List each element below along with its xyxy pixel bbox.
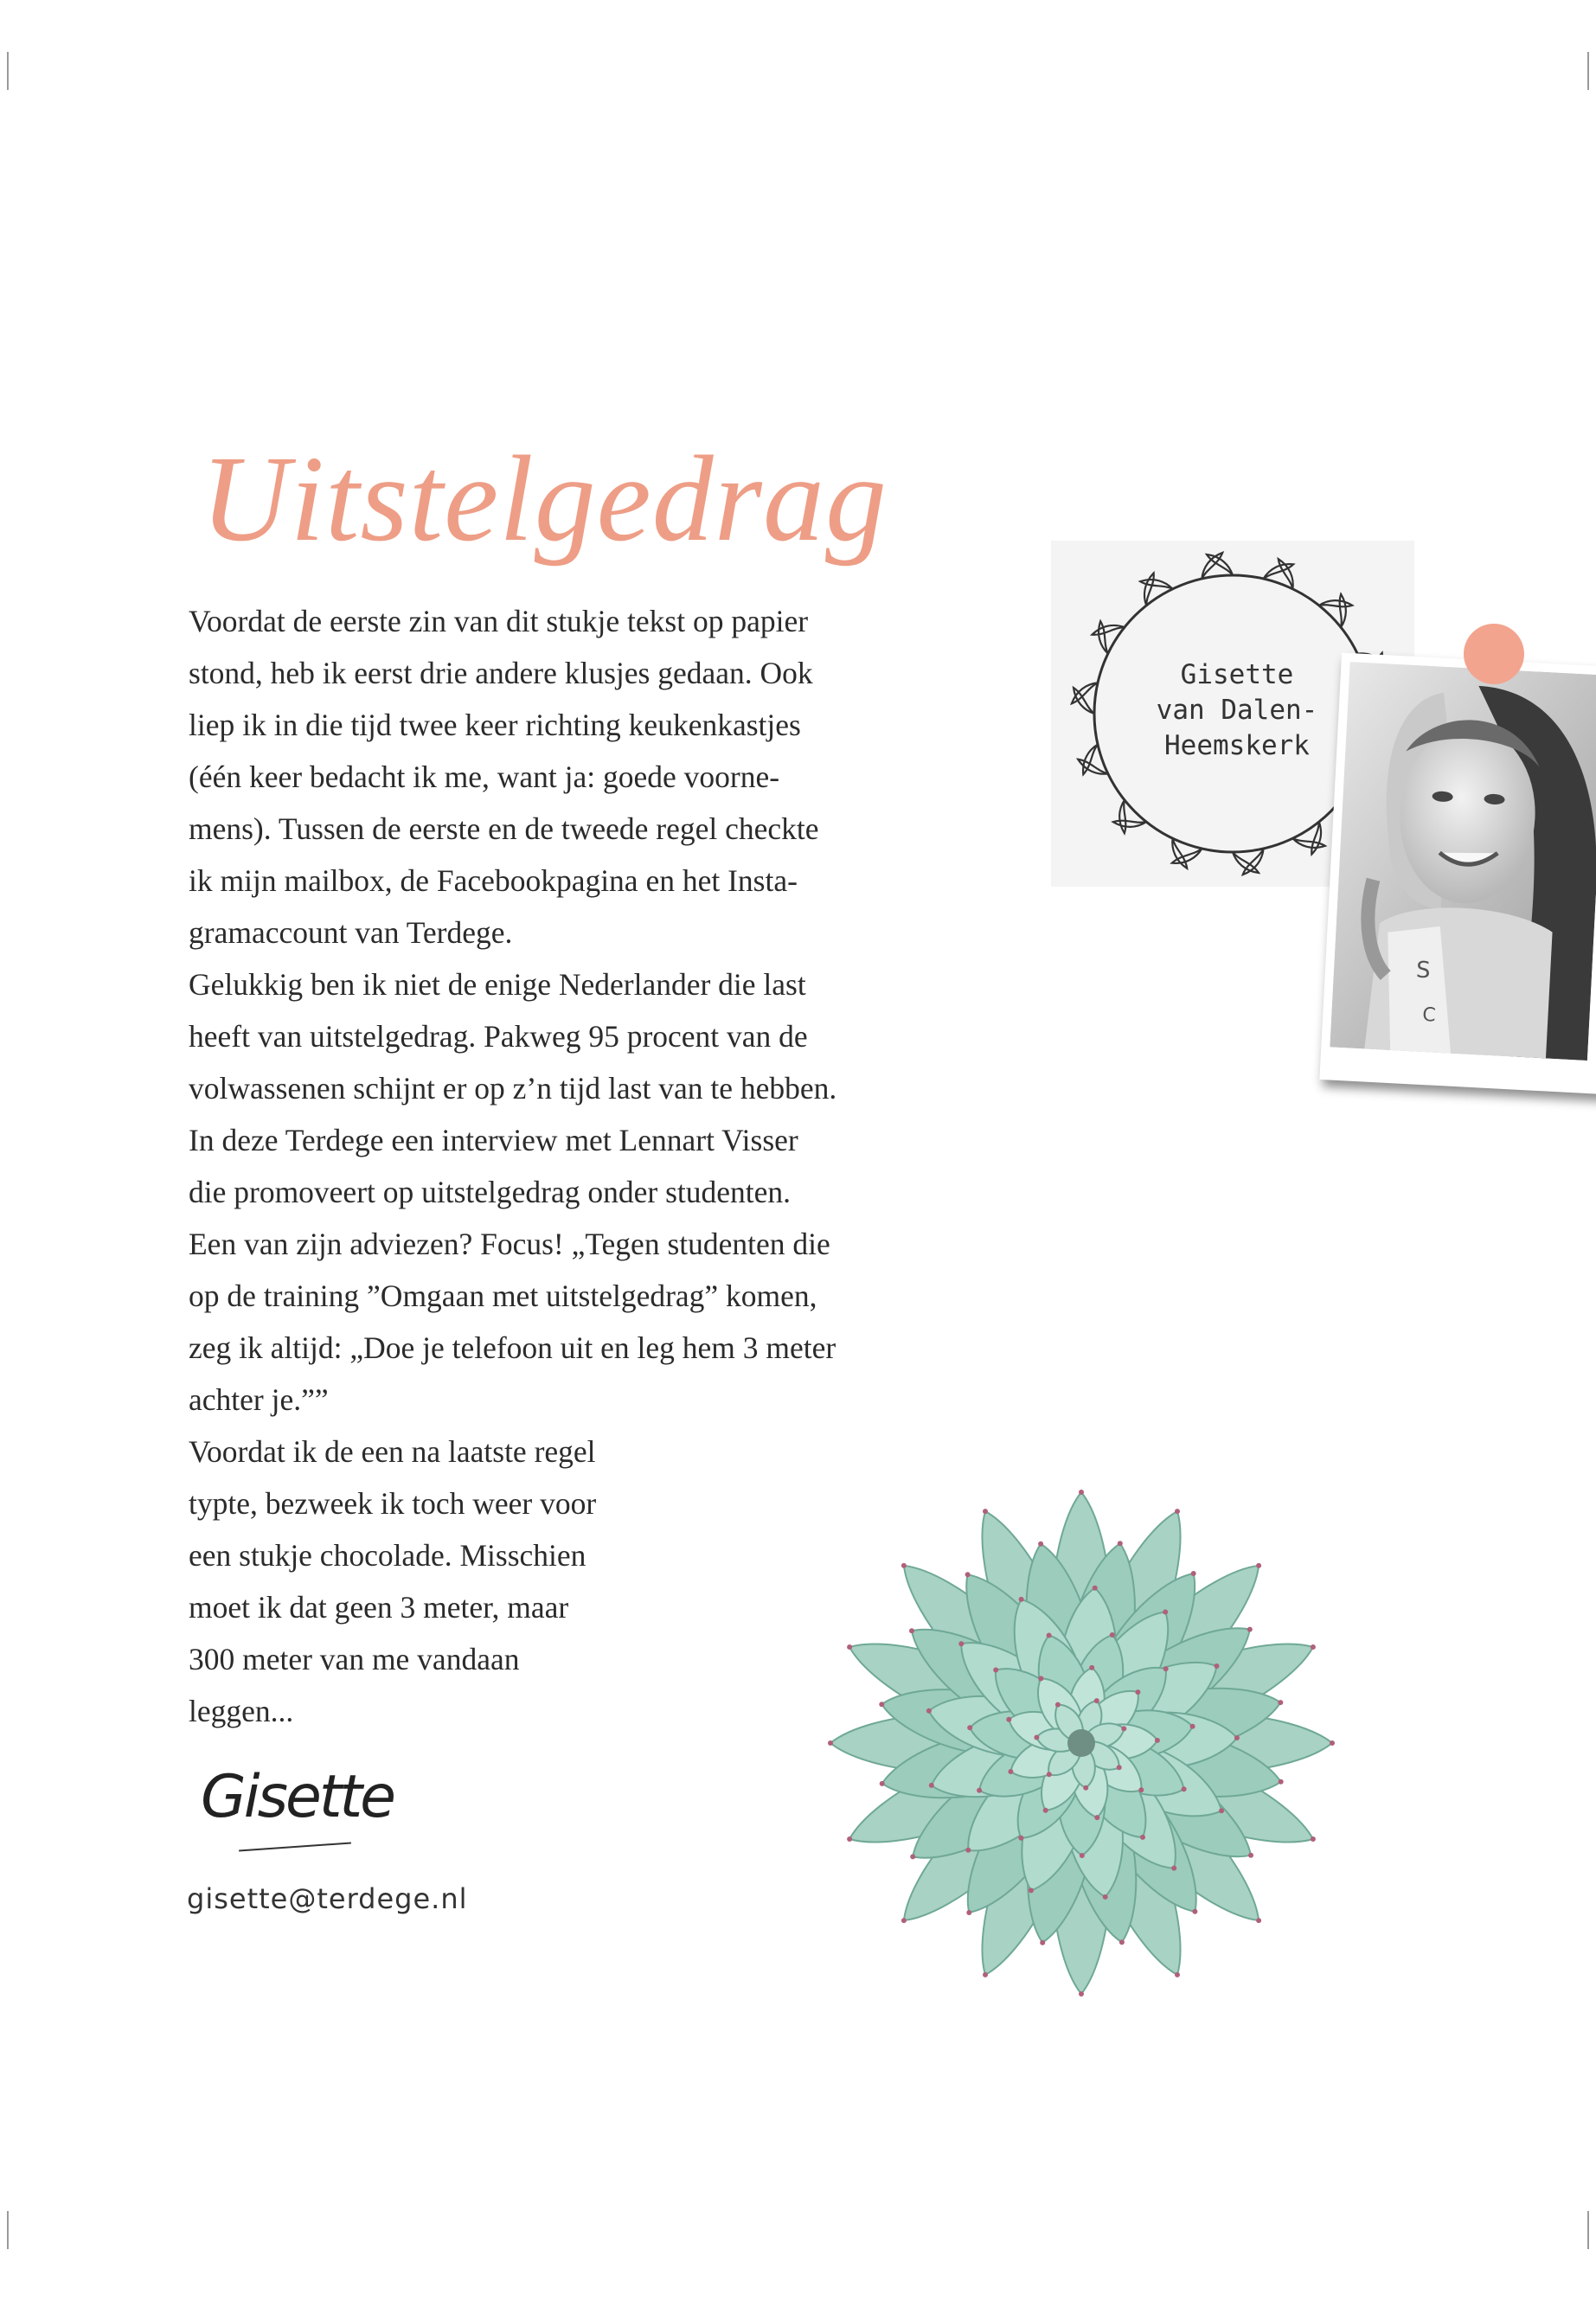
succulent-leaf-tip [1121,1726,1126,1731]
wreath-leaf [1298,822,1331,854]
succulent-image [804,1479,1358,2016]
succulent-leaf-tip [1256,1563,1261,1568]
succulent-leaf-tip [1192,1909,1197,1914]
succulent-leaf-tip [1079,1490,1084,1495]
body-line: Voordat de eerste zin van dit stukje tekst op papier [189,604,809,638]
succulent-leaf-tip [1191,1571,1196,1576]
succulent-leaf-tip [1055,1702,1061,1708]
succulent-leaf-tip [1038,1541,1043,1547]
succulent-leaf-tip [909,1628,914,1633]
succulent-leaf-tip [1006,1717,1011,1722]
author-name-line-1: Gisette [1180,659,1294,690]
succulent-leaf-tip [1278,1700,1283,1705]
succulent-leaf-tip [1171,1866,1176,1871]
succulent-leaf-tip [1190,1724,1195,1729]
succulent-leaf-tip [1094,1815,1099,1820]
succulent-leaf-tip [1234,1735,1240,1740]
wreath-leaf [1324,594,1356,627]
succulent-leaf-tip [847,1836,852,1842]
succulent-leaf-tip [1094,1698,1099,1703]
body-line: gramaccount van Terdege. [189,915,513,950]
body-line: ik mijn mailbox, de Facebookpagina en het Insta- [189,863,798,898]
succulent-leaf-tip [1311,1836,1316,1842]
succulent-leaf-tip [929,1783,934,1788]
accent-dot [1464,624,1524,684]
succulent-leaf-tip [910,1854,915,1859]
crop-mark-top-right [1587,52,1589,90]
succulent-leaf-tip [1330,1740,1335,1746]
succulent-leaf-tip [1311,1644,1316,1650]
succulent-leaf-tip [1038,1676,1043,1681]
succulent-leaf-tip [1219,1808,1224,1813]
succulent-leaf-tip [1119,1939,1125,1945]
succulent-leaf-tip [1175,1972,1180,1977]
svg-text:C: C [1421,1003,1437,1027]
succulent-leaf-tip [1248,1853,1253,1858]
succulent-leaf-tip [926,1708,932,1714]
body-line: een stukje chocolade. Misschien [189,1538,586,1573]
succulent-leaf-tip [993,1668,998,1673]
succulent-leaf-tip [965,1572,971,1577]
succulent-leaf-tip [1163,1666,1169,1671]
body-line: achter je.”” [189,1382,329,1417]
body-line: heeft van uitstelgedrag. Pakweg 95 procent van de [189,1019,808,1054]
author-email[interactable]: gisette@terdege.nl [187,1882,468,1915]
signature-underline [239,1842,351,1851]
succulent-leaf-tip [1256,1918,1261,1923]
signature: Gisette [201,1763,394,1831]
succulent-center [1067,1729,1095,1757]
article-title: Uitstelgedrag [201,430,888,567]
succulent-leaf-tip [1034,1735,1039,1740]
succulent-leaf-tip [1019,1597,1024,1602]
crop-mark-bottom-right [1587,2211,1589,2249]
succulent-leaf-tip [1279,1779,1284,1785]
body-line: zeg ik altijd: „Doe je telefoon uit en leg hem 3 meter [189,1330,836,1365]
author-name-line-2: van Dalen- [1156,695,1318,726]
body-line: In deze Terdege een interview met Lennart Visser [189,1123,798,1157]
succulent-leaf-tip [901,1918,907,1923]
succulent-leaf-tip [1083,1785,1088,1791]
succulent-leaf-tip [828,1740,833,1746]
succulent-leaf-tip [1043,1808,1048,1813]
body-line: volwassenen schijnt er op z’n tijd last van te hebben. [189,1071,837,1106]
body-line: liep ik in die tijd twee keer richting keukenkastjes [189,708,801,742]
body-line: Gelukkig ben ik niet de enige Nederlander die last [189,967,806,1002]
succulent-leaf-tip [1103,1894,1108,1900]
succulent-leaf-tip [1182,1786,1187,1791]
body-line: mens). Tussen de eerste en de tweede regel checkte [189,811,819,846]
body-line: 300 meter van me vandaan [189,1642,520,1676]
succulent-leaf-tip [901,1563,907,1568]
succulent-leaf-tip [1215,1663,1220,1669]
succulent-leaf-tip [1140,1835,1145,1840]
succulent-leaf-tip [1089,1665,1094,1670]
body-line: Een van zijn adviezen? Focus! „Tegen studenten die [189,1227,830,1261]
succulent-leaf-tip [977,1788,982,1793]
body-line: (één keer bedacht ik me, want ja: goede voorne- [189,760,780,794]
succulent-leaf-tip [1029,1888,1034,1893]
succulent-leaf-tip [1047,1772,1052,1777]
succulent-leaf-tip [847,1644,852,1650]
succulent-leaf-tip [983,1509,988,1514]
succulent-leaf-tip [1080,1853,1085,1858]
succulent-leaf-tip [1118,1541,1123,1546]
succulent-leaf-tip [1093,1586,1098,1591]
body-line: leggen... [189,1694,294,1728]
wreath-leaf [1113,805,1146,837]
body-line: stond, heb ik eerst drie andere klusjes gedaan. Ook [189,656,813,690]
succulent-leaf-tip [1110,1632,1115,1638]
succulent-leaf-tip [1079,1991,1084,1997]
succulent-leaf-tip [1175,1509,1180,1514]
wreath-leaf [1133,573,1166,605]
succulent-leaf-tip [879,1702,884,1707]
succulent-leaf-tip [1155,1738,1160,1743]
succulent-leaf-tip [880,1781,885,1786]
succulent-leaf-tip [958,1641,964,1646]
succulent-leaf-tip [967,1725,972,1730]
succulent-leaf-tip [1247,1627,1253,1632]
body-line: typte, bezweek ik toch weer voor [189,1486,597,1521]
succulent-leaf-tip [1138,1787,1144,1792]
succulent-leaf-tip [1018,1836,1023,1841]
crop-mark-top-left [7,52,9,90]
author-name-line-3: Heemskerk [1164,730,1310,761]
succulent-leaf-tip [966,1910,971,1915]
wreath-leaf [1319,589,1352,621]
succulent-leaf-tip [1047,1633,1052,1638]
body-line: Voordat ik de een na laatste regel [189,1434,596,1469]
body-line: op de training ”Omgaan met uitstelgedrag” komen, [189,1279,817,1313]
succulent-leaf-tip [1008,1769,1013,1774]
succulent-leaf-tip [1117,1765,1122,1770]
svg-text:S: S [1415,957,1432,984]
succulent-leaf-tip [983,1972,988,1977]
succulent-leaf-tip [965,1848,971,1853]
author-name [1094,657,1380,764]
crop-mark-bottom-left [7,2211,9,2249]
succulent-leaf-tip [1040,1940,1045,1945]
succulent-leaf-tip [1135,1689,1140,1695]
wreath-leaf [1092,614,1124,647]
succulent-leaf-tip [1163,1610,1168,1615]
body-line: die promoveert op uitstelgedrag onder studenten. [189,1175,791,1209]
body-line: moet ik dat geen 3 meter, maar [189,1590,569,1625]
wreath-leaf [1108,800,1140,833]
